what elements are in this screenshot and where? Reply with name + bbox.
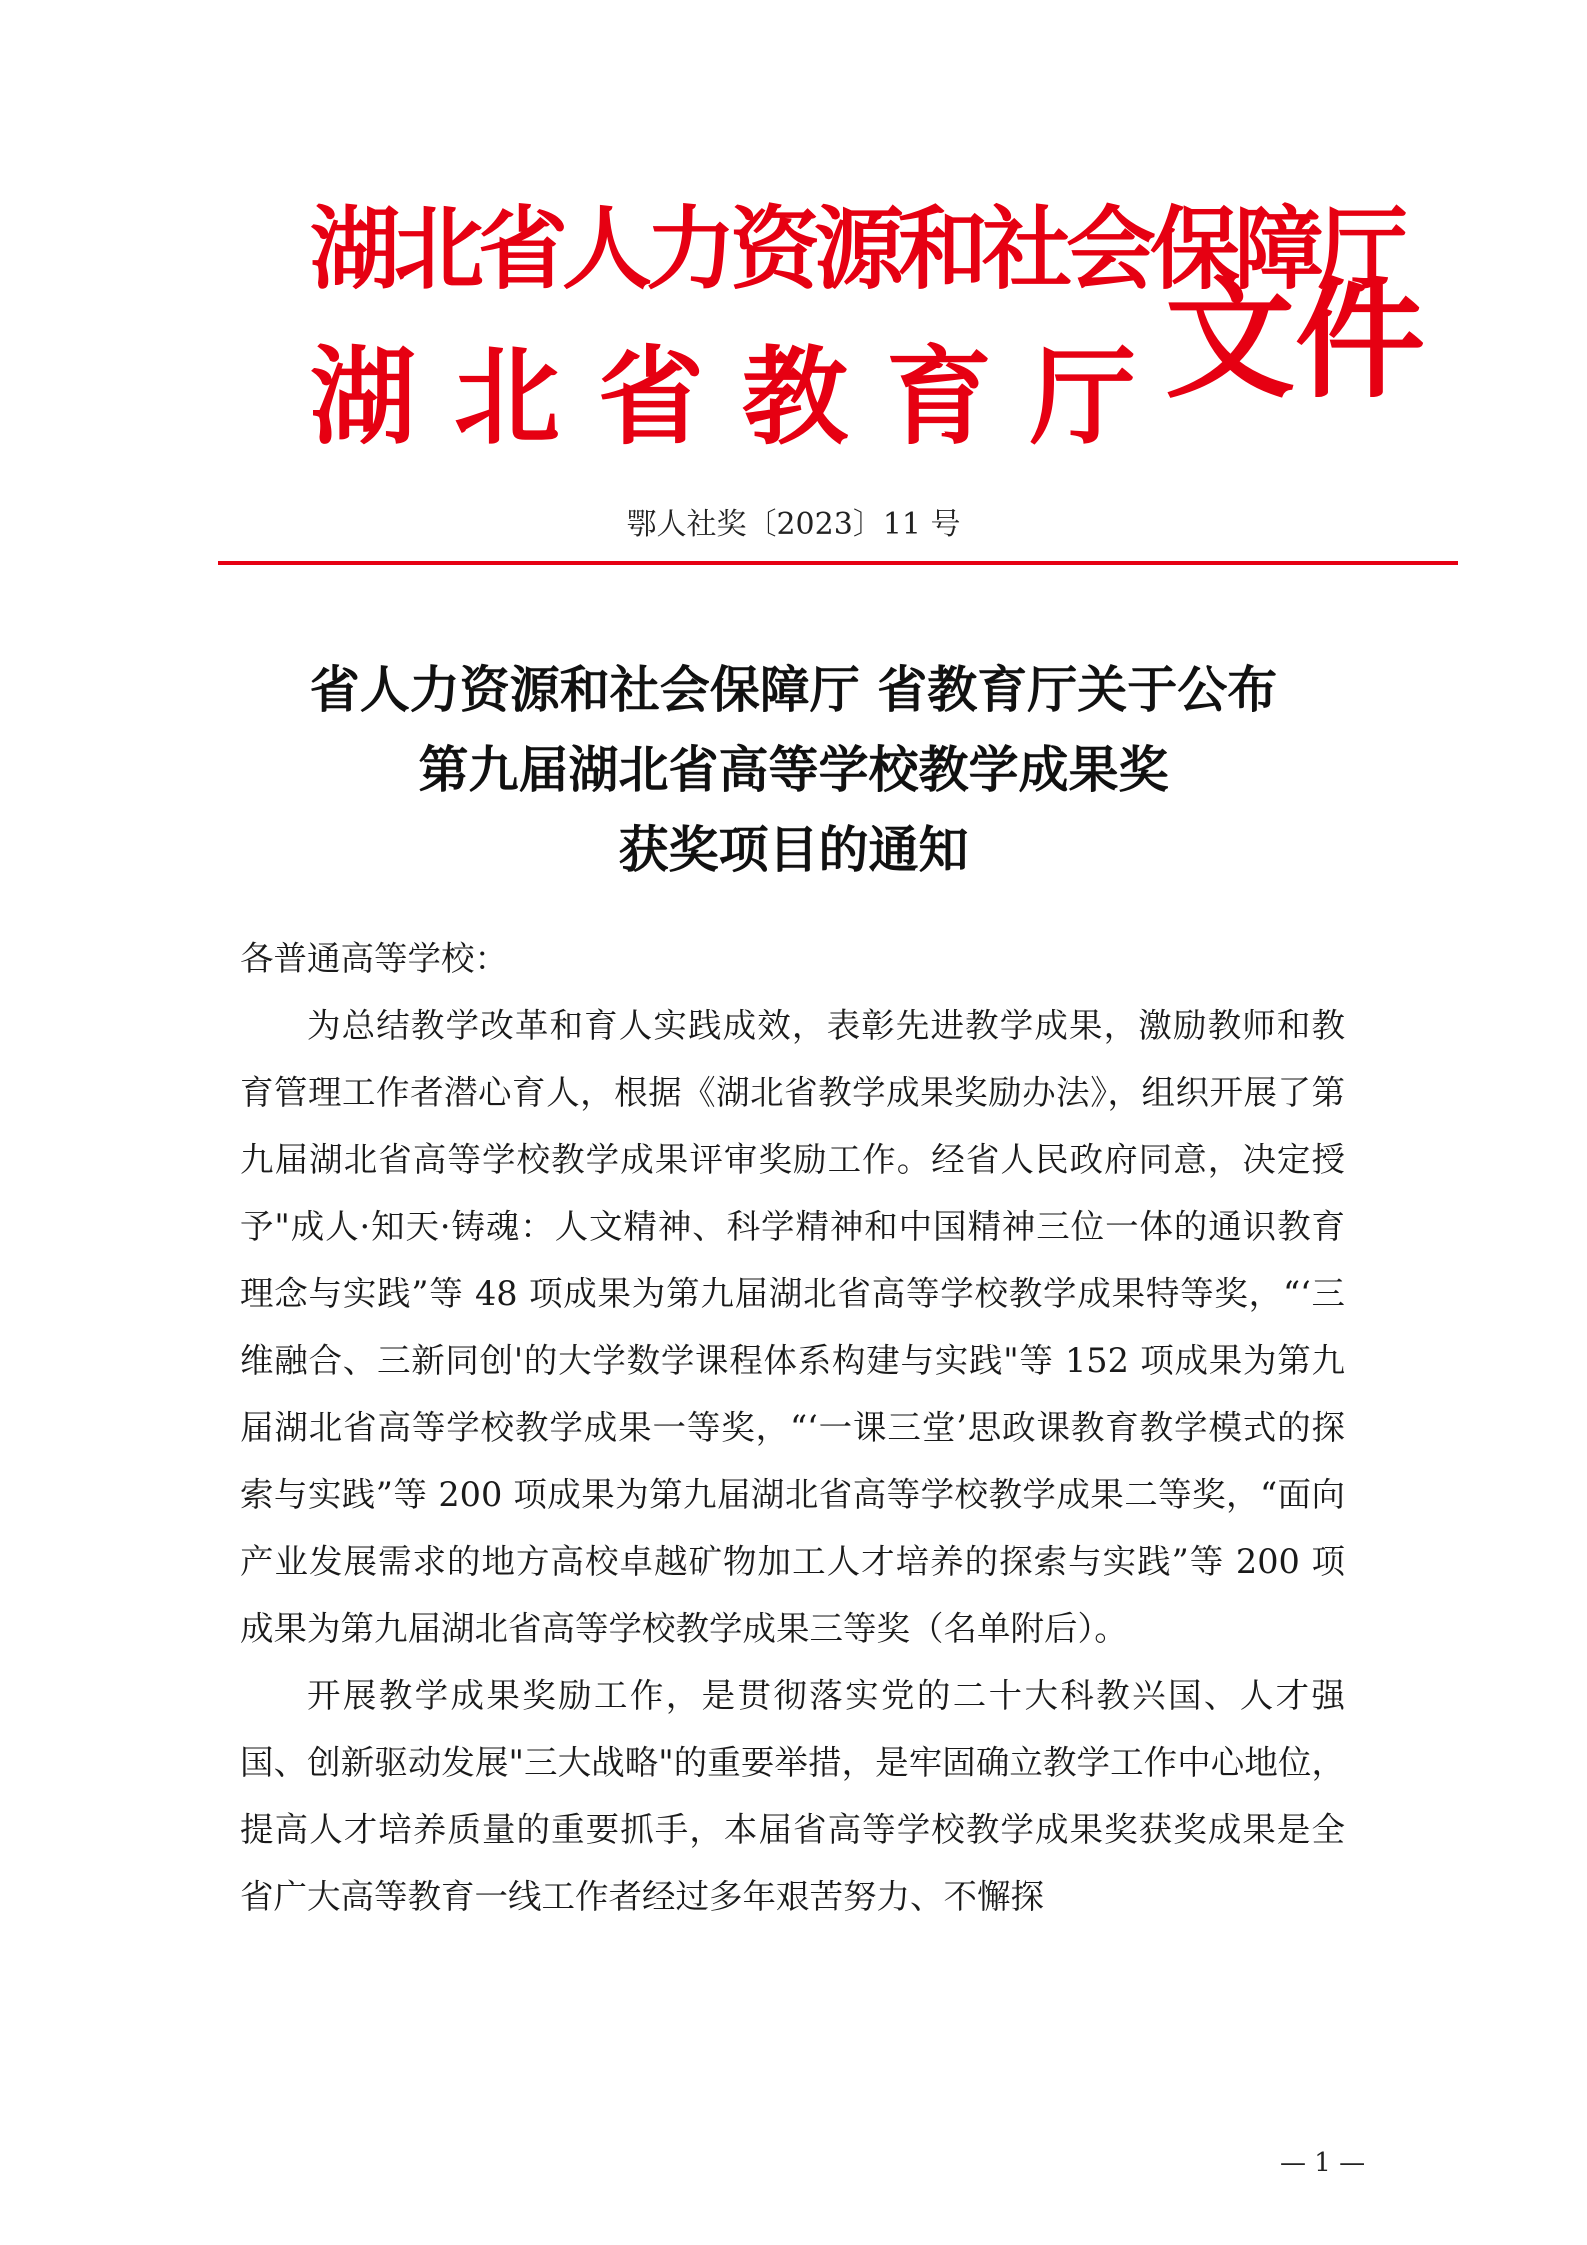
paragraph-1: 为总结教学改革和育人实践成效，表彰先进教学成果，激励教师和教育管理工作者潜心育人，根据《湖北省教学成果奖励办法》，组织开展了第九届湖北省高等学校教学成果评审奖励工作。经省人民政府同意，决定授予"成人·知天·铸魂：人文精神、科学精神和中国精神三位一体的通识教育理念与实践”等 48 项成果为第九届湖北省高等学校教学成果特等奖，“‘三维融合、三新同创'的大学数学课程体系构建与实践"等 152 项成果为第九届湖北省高等学校教学成果一等奖，“‘一课三堂’思政课教育教学模式的探索与实践”等 200 项成果为第九届湖北省高等学校教学成果二等奖，“面向产业发展需求的地方高校卓越矿物加工人才培养的探索与实践”等 200 项成果为第九届湖北省高等学校教学成果三等奖（名单附后）。 [240, 1006, 1345, 1648]
document-number: 鄂人社奖〔2023〕11 号 [626, 507, 961, 542]
salutation: 各普通高等学校： [240, 939, 508, 978]
document-masthead [0, 0, 1587, 480]
title-line-2: 第九届湖北省高等学校教学成果奖 [418, 741, 1169, 799]
page-number: — 1 — [1280, 2148, 1366, 2178]
title-line-3: 获奖项目的通知 [618, 821, 969, 879]
red-divider-line [218, 561, 1458, 565]
issuing-org-hrss: 湖北省人力资源和社会保障厅 [310, 197, 1402, 302]
paragraph-2: 开展教学成果奖励工作，是贯彻落实党的二十大科教兴国、人才强国、创新驱动发展"三大战略"的重要举措，是牢固确立教学工作中心地位，提高人才培养质量的重要抓手，本届省高等学校教学成果奖获奖成果是全省广大高等教育一线工作者经过多年艰苦努力、不懈探 [240, 1676, 1345, 1916]
title-line-1: 省人力资源和社会保障厅 省教育厅关于公布 [309, 661, 1278, 719]
document-body [240, 925, 1345, 1930]
document-title [0, 650, 1587, 890]
masthead-suffix: 文件 [1165, 264, 1426, 416]
issuing-org-education: 湖北省教育厅 [310, 336, 1174, 459]
